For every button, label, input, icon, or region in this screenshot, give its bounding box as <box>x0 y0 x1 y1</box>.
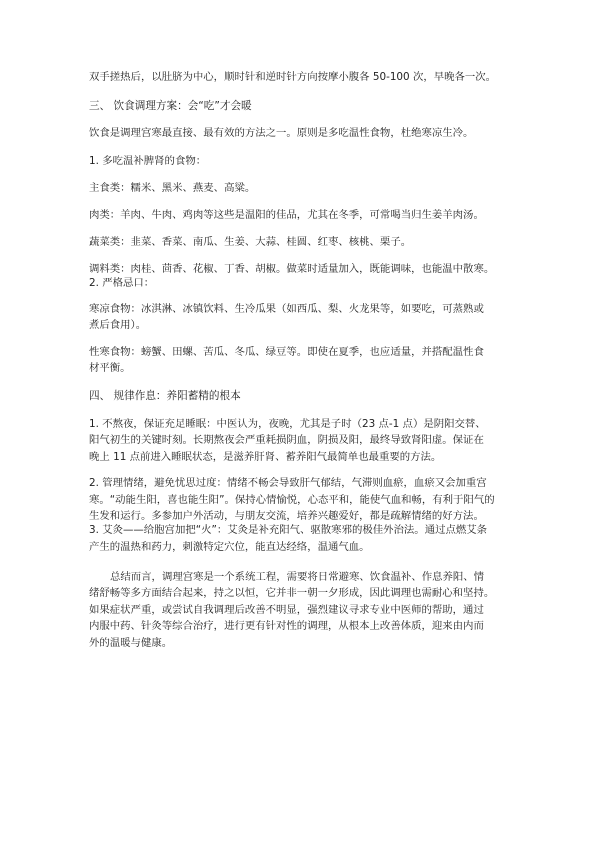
text-line-vegetables: 蔬菜类：韭菜、香菜、南瓜、生姜、大蒜、桂圆、红枣、核桃、栗子。 <box>89 236 412 248</box>
text-line-cold-nature-foods: 性寒食物：螃蟹、田螺、苦瓜、冬瓜、绿豆等。即使在夏季，也应适量，并搭配温性食 <box>89 346 484 358</box>
text-line-summary-5: 外的温暖与健康。 <box>89 637 173 649</box>
section-heading-diet: 三、 饮食调理方案：会“吃”才会暖 <box>89 100 252 112</box>
text-line-emotion-2: 寒。“动能生阳，喜也能生阳”。保持心情愉悦，心态平和，能使气血和畅，有利于阳气的 <box>89 494 495 506</box>
text-line-emotion-1: 2. 管理情绪，避免忧思过度：情绪不畅会导致肝气郁结，气滞则血瘀，血瘀又会加重宫 <box>89 477 487 489</box>
section-heading-routine: 四、 规律作息：养阳蓄精的根本 <box>89 390 241 402</box>
text-line-summary-2: 绪舒畅等多方面结合起来，持之以恒，它并非一朝一夕形成，因此调理也需耐心和坚持。 <box>89 587 495 599</box>
text-line-sleep-2: 阳气初生的关键时刻。长期熬夜会严重耗损阴血，阴损及阳，最终导致肾阳虚。保证在 <box>89 434 484 446</box>
text-line-cold-foods: 寒凉食物：冰淇淋、冰镇饮料、生冷瓜果（如西瓜、梨、火龙果等，如要吃，可蒸熟或 <box>89 303 484 315</box>
text-line-sleep-1: 1. 不熬夜，保证充足睡眠：中医认为，夜晚，尤其是子时（23 点-1 点）是阴阳交替、 <box>89 418 486 430</box>
text-line-diet-intro: 饮食是调理宫寒最直接、最有效的方法之一。原则是多吃温性食物，杜绝寒凉生冷。 <box>89 127 474 139</box>
text-line-staple-foods: 主食类：糯米、黑米、燕麦、高粱。 <box>89 182 256 194</box>
text-line-cold-nature-foods-cont: 材平衡。 <box>89 362 131 374</box>
text-line-summary-4: 内服中药、针灸等综合治疗，进行更有针对性的调理，从根本上改善体质，迎来由内而 <box>89 620 484 632</box>
text-line-emotion-3: 生发和运行。多参加户外活动，与朋友交流，培养兴趣爱好，都是疏解情绪的好方法。 <box>89 510 484 522</box>
text-line-summary-3: 如果症状严重，或尝试自我调理后改善不明显，强烈建议寻求专业中医师的帮助，通过 <box>89 604 484 616</box>
text-line-summary-1: 总结而言，调理宫寒是一个系统工程，需要将日常避寒、饮食温补、作息养阳、情 <box>110 571 485 583</box>
text-line-moxibustion-2: 产生的温热和药力，刺激特定穴位，能直达经络，温通气血。 <box>89 541 370 553</box>
list-item-avoid-foods: 2. 严格忌口： <box>89 277 155 289</box>
text-line-sleep-3: 晚上 11 点前进入睡眠状态，是滋养肝肾、蓄养阳气最简单也最重要的方法。 <box>89 451 442 463</box>
text-line-abdomen-massage: 双手搓热后，以肚脐为中心，顺时针和逆时针方向按摩小腹各 50-100 次，早晚各一次。 <box>89 71 497 83</box>
text-line-cold-foods-cont: 煮后食用）。 <box>89 319 147 331</box>
text-line-moxibustion-1: 3. 艾灸——给胞宫加把“火”：艾灸是补充阳气、驱散寒邪的极佳外治法。通过点燃艾条 <box>89 524 488 536</box>
list-item-warm-foods: 1. 多吃温补脾肾的食物： <box>89 155 207 167</box>
text-line-meat: 肉类：羊肉、牛肉、鸡肉等这些是温阳的佳品，尤其在冬季，可常喝当归生姜羊肉汤。 <box>89 209 484 221</box>
text-line-seasonings: 调料类：肉桂、茴香、花椒、丁香、胡椒。做菜时适量加入，既能调味，也能温中散寒。 <box>89 263 495 275</box>
